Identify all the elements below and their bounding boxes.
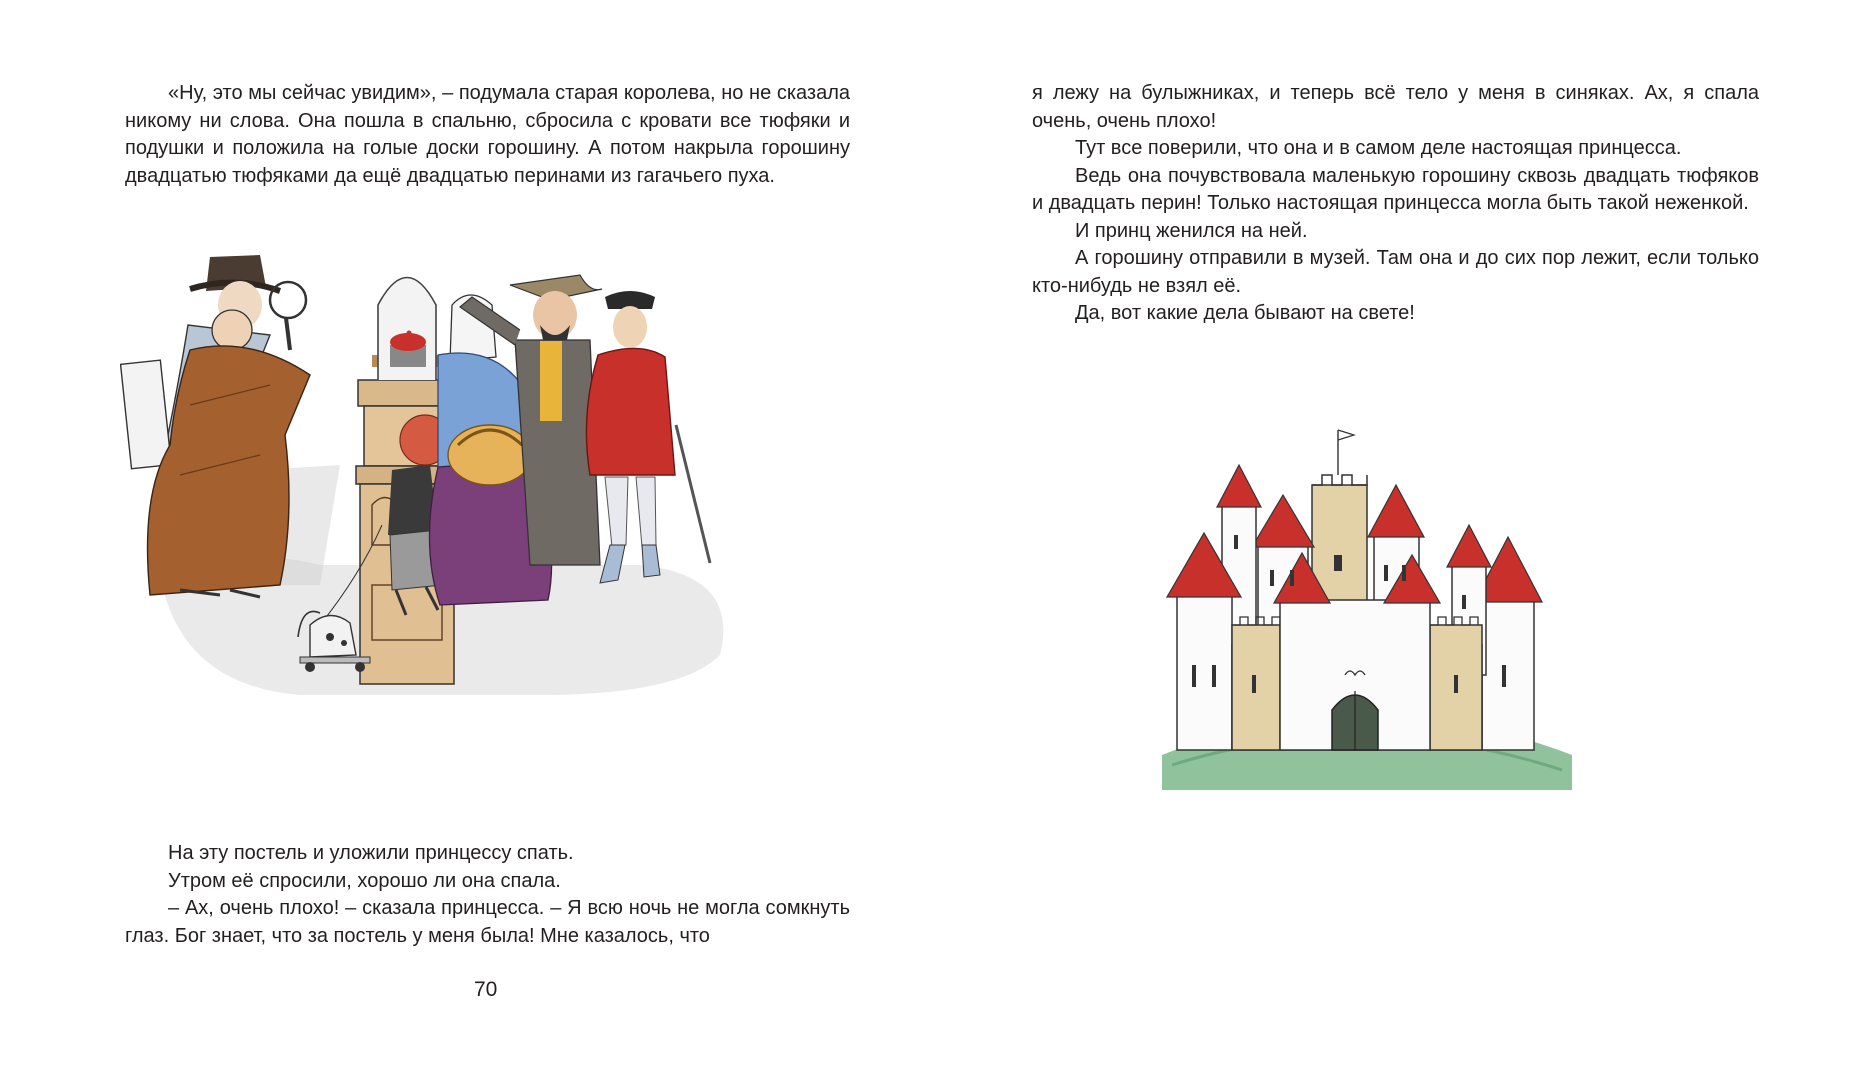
left-page-top-text — [125, 80, 850, 190]
paragraph: Да, вот какие дела бывают на свете! — [1075, 302, 1415, 324]
castle-illustration — [1162, 425, 1572, 795]
paragraph: я лежу на булыжниках, и теперь всё тело у меня в синяках. Ах, я спала очень, очень плохо! — [1032, 82, 1759, 132]
paragraph: «Ну, это мы сейчас увидим», – подумала старая королева, но не сказала никому ни слова. Она пошла в спальню, сбросила с кровати все тюфяки и подушки и положила на голые доски горошину. А потом накрыла горошину двадцатью тюфяками да ещё двадцатью перинами из гагачьего пуха. — [125, 82, 850, 187]
right-page-text — [1032, 80, 1759, 328]
paragraph: – Ах, очень плохо! – сказала принцесса. – Я всю ночь не могла сомкнуть глаз. Бог знает, что за постель у меня была! Мне казалось, что — [125, 897, 850, 947]
paragraph: И принц женился на ней. — [1075, 219, 1308, 242]
right-page — [932, 0, 1865, 1080]
page-number: 70 — [474, 978, 498, 1001]
prince-figure — [586, 291, 710, 583]
paragraph: Утром её спросили, хорошо ли она спала. — [168, 869, 561, 892]
paragraph: Тут все поверили, что она и в самом деле настоящая принцесса. — [1075, 137, 1682, 159]
left-page-bottom-text — [125, 840, 850, 950]
paragraph: На эту постель и уложили принцессу спать. — [168, 842, 574, 864]
paragraph: А горошину отправили в музей. Там она и до сих пор лежит, если только кто-нибудь не взял её. — [1032, 247, 1759, 297]
left-page — [0, 0, 932, 1080]
man-with-magnifier-figure — [148, 282, 311, 597]
paragraph: Ведь она почувствовала маленькую горошину сквозь двадцать тюфяков и двадцать перин! Только настоящая принцесса могла быть такой неженкой. — [1032, 164, 1759, 214]
museum-pea-illustration — [120, 245, 860, 810]
